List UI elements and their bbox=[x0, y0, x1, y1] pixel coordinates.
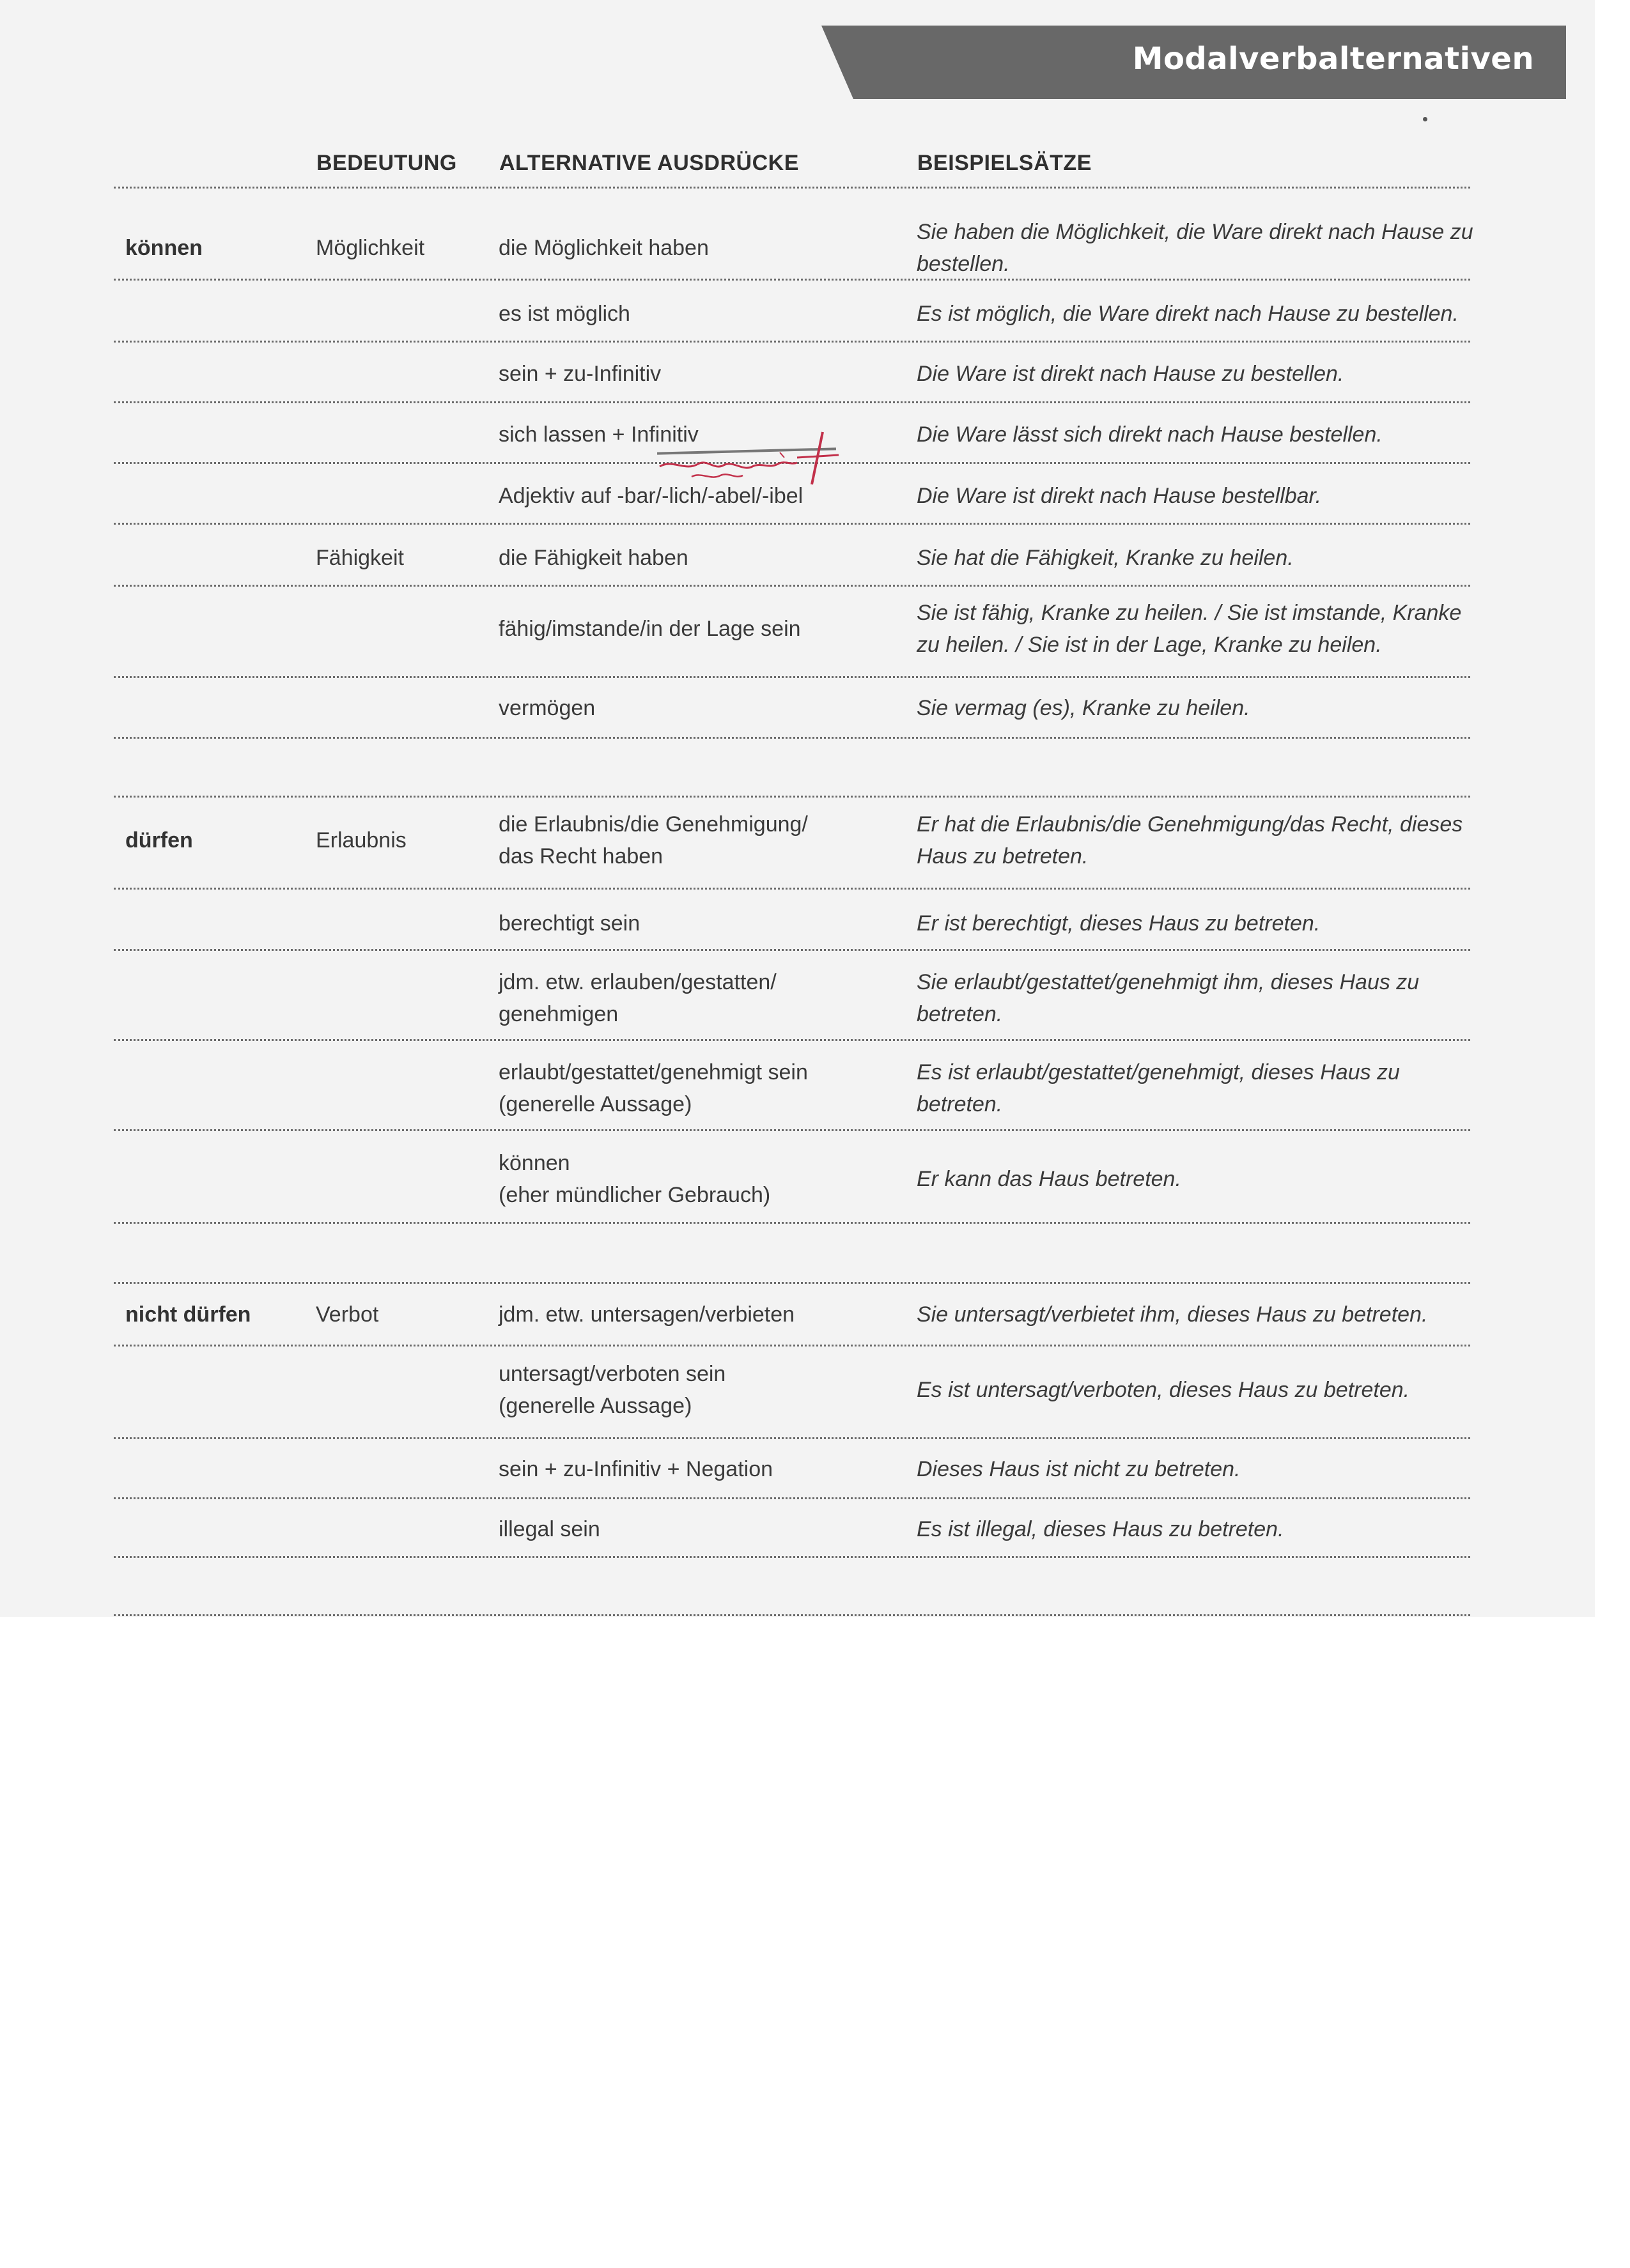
alternative-cell bbox=[499, 808, 808, 872]
cell-text-line: Haus zu betreten. bbox=[917, 844, 1089, 868]
example-cell bbox=[917, 480, 1321, 512]
cell-text-line: Es ist möglich, die Ware direkt nach Hause zu bestellen. bbox=[917, 302, 1459, 326]
example-cell bbox=[917, 1056, 1400, 1120]
meaning-cell bbox=[316, 542, 404, 574]
cell-text-line: (eher mündlicher Gebrauch) bbox=[499, 1183, 771, 1207]
cell-text-line: illegal sein bbox=[499, 1517, 600, 1541]
modal-verb-cell bbox=[125, 232, 203, 264]
column-header-bedeutung: BEDEUTUNG bbox=[316, 151, 457, 175]
modal-verb-cell bbox=[125, 1299, 251, 1331]
dotted-rule bbox=[114, 1497, 1470, 1499]
cell-text-line: Sie haben die Möglichkeit, die Ware direkt nach Hause zu bbox=[917, 220, 1473, 244]
example-cell bbox=[917, 542, 1294, 574]
example-cell bbox=[917, 419, 1383, 451]
cell-text-line: sein + zu-Infinitiv bbox=[499, 362, 662, 386]
alternative-cell bbox=[499, 542, 688, 574]
cell-text-line: betreten. bbox=[917, 1002, 1003, 1026]
alternative-cell bbox=[499, 1358, 726, 1422]
dotted-rule bbox=[114, 401, 1470, 403]
alternative-cell bbox=[499, 1299, 795, 1331]
cell-text-line: dürfen bbox=[125, 828, 193, 852]
dotted-rule bbox=[114, 1282, 1470, 1284]
example-cell bbox=[917, 692, 1250, 724]
dotted-rule bbox=[114, 1556, 1470, 1558]
cell-text-line: fähig/imstande/in der Lage sein bbox=[499, 617, 801, 641]
dotted-rule bbox=[114, 796, 1470, 798]
cell-text-line: können bbox=[499, 1151, 570, 1175]
cell-text-line: Dieses Haus ist nicht zu betreten. bbox=[917, 1457, 1241, 1481]
dotted-rule bbox=[114, 1614, 1470, 1616]
cell-text-line: Es ist untersagt/verboten, dieses Haus zu betreten. bbox=[917, 1378, 1410, 1402]
speck bbox=[1423, 117, 1427, 121]
alternative-cell bbox=[499, 358, 661, 390]
example-cell bbox=[917, 298, 1459, 330]
cell-text-line: bestellen. bbox=[917, 252, 1010, 276]
example-cell bbox=[917, 216, 1473, 280]
example-cell bbox=[917, 1513, 1284, 1545]
dotted-rule bbox=[114, 585, 1470, 587]
cell-text-line: untersagt/verboten sein bbox=[499, 1362, 726, 1386]
alternative-cell bbox=[499, 1453, 773, 1485]
handwritten-annotation bbox=[653, 427, 845, 504]
meaning-cell bbox=[316, 824, 407, 856]
dotted-rule bbox=[114, 341, 1470, 343]
example-cell bbox=[917, 966, 1419, 1030]
cell-text-line: Es ist erlaubt/gestattet/genehmigt, dieses Haus zu bbox=[917, 1060, 1400, 1084]
example-cell bbox=[917, 358, 1344, 390]
cell-text-line: berechtigt sein bbox=[499, 911, 640, 936]
column-header-alternative: ALTERNATIVE AUSDRÜCKE bbox=[499, 151, 799, 175]
cell-text-line: Er hat die Erlaubnis/die Genehmigung/das Recht, dieses bbox=[917, 812, 1463, 837]
dotted-rule bbox=[114, 1129, 1470, 1131]
alternative-cell bbox=[499, 232, 709, 264]
cell-text-line: Adjektiv auf -bar/-lich/-abel/-ibel bbox=[499, 484, 803, 508]
alternative-cell bbox=[499, 298, 630, 330]
cell-text-line: Sie ist fähig, Kranke zu heilen. / Sie ist imstande, Kranke bbox=[917, 601, 1462, 625]
alternative-cell bbox=[499, 1147, 770, 1211]
cell-text-line: (generelle Aussage) bbox=[499, 1092, 692, 1116]
cell-text-line: Fähigkeit bbox=[316, 546, 404, 570]
alternative-cell bbox=[499, 1513, 600, 1545]
cell-text-line: Die Ware ist direkt nach Hause zu bestellen. bbox=[917, 362, 1344, 386]
meaning-cell bbox=[316, 1299, 378, 1331]
alternative-cell bbox=[499, 613, 801, 645]
cell-text-line: Sie erlaubt/gestattet/genehmigt ihm, dieses Haus zu bbox=[917, 970, 1420, 994]
example-cell bbox=[917, 1163, 1181, 1195]
alternative-cell bbox=[499, 1056, 808, 1120]
cell-text-line: sich lassen + Infinitiv bbox=[499, 422, 699, 447]
dotted-rule bbox=[114, 737, 1470, 739]
cell-text-line: vermögen bbox=[499, 696, 596, 720]
cell-text-line: Sie vermag (es), Kranke zu heilen. bbox=[917, 696, 1250, 720]
example-cell bbox=[917, 907, 1320, 939]
cell-text-line: jdm. etw. untersagen/verbieten bbox=[499, 1302, 795, 1327]
cell-text-line: zu heilen. / Sie ist in der Lage, Kranke zu heilen. bbox=[917, 633, 1382, 657]
cell-text-line: sein + zu-Infinitiv + Negation bbox=[499, 1457, 773, 1481]
dotted-rule bbox=[114, 676, 1470, 678]
cell-text-line: (generelle Aussage) bbox=[499, 1394, 692, 1418]
alternative-cell bbox=[499, 966, 777, 1030]
dotted-rule bbox=[114, 523, 1470, 525]
cell-text-line: jdm. etw. erlauben/gestatten/ bbox=[499, 970, 777, 994]
cell-text-line: Er ist berechtigt, dieses Haus zu betreten. bbox=[917, 911, 1321, 936]
cell-text-line: Die Ware lässt sich direkt nach Hause bestellen. bbox=[917, 422, 1383, 447]
example-cell bbox=[917, 808, 1463, 872]
cell-text-line: die Möglichkeit haben bbox=[499, 236, 709, 260]
dotted-rule bbox=[114, 187, 1470, 189]
dotted-rule bbox=[114, 949, 1470, 951]
cell-text-line: nicht dürfen bbox=[125, 1302, 251, 1327]
cell-text-line: es ist möglich bbox=[499, 302, 630, 326]
example-cell bbox=[917, 1299, 1427, 1331]
cell-text-line: Sie hat die Fähigkeit, Kranke zu heilen. bbox=[917, 546, 1294, 570]
dotted-rule bbox=[114, 1345, 1470, 1346]
cell-text-line: Möglichkeit bbox=[316, 236, 425, 260]
cell-text-line: die Erlaubnis/die Genehmigung/ bbox=[499, 812, 808, 837]
cell-text-line: Er kann das Haus betreten. bbox=[917, 1167, 1181, 1191]
page-title: Modalverbalternativen bbox=[1132, 41, 1534, 77]
meaning-cell bbox=[316, 232, 424, 264]
cell-text-line: das Recht haben bbox=[499, 844, 664, 868]
dotted-rule bbox=[114, 888, 1470, 890]
cell-text-line: erlaubt/gestattet/genehmigt sein bbox=[499, 1060, 808, 1084]
dotted-rule bbox=[114, 1222, 1470, 1224]
cell-text-line: Die Ware ist direkt nach Hause bestellbar. bbox=[917, 484, 1322, 508]
cell-text-line: betreten. bbox=[917, 1092, 1003, 1116]
cell-text-line: Es ist illegal, dieses Haus zu betreten. bbox=[917, 1517, 1284, 1541]
cell-text-line: genehmigen bbox=[499, 1002, 619, 1026]
example-cell bbox=[917, 597, 1461, 661]
dotted-rule bbox=[114, 1039, 1470, 1041]
alternative-cell bbox=[499, 692, 595, 724]
cell-text-line: Sie untersagt/verbietet ihm, dieses Haus zu betreten. bbox=[917, 1302, 1428, 1327]
cell-text-line: die Fähigkeit haben bbox=[499, 546, 688, 570]
cell-text-line: Erlaubnis bbox=[316, 828, 407, 852]
cell-text-line: Verbot bbox=[316, 1302, 379, 1327]
example-cell bbox=[917, 1374, 1409, 1406]
alternative-cell bbox=[499, 907, 640, 939]
dotted-rule bbox=[114, 1437, 1470, 1439]
example-cell bbox=[917, 1453, 1240, 1485]
modal-verb-cell bbox=[125, 824, 193, 856]
column-header-beispiele: BEISPIELSÄTZE bbox=[917, 151, 1092, 175]
cell-text-line: können bbox=[125, 236, 203, 260]
